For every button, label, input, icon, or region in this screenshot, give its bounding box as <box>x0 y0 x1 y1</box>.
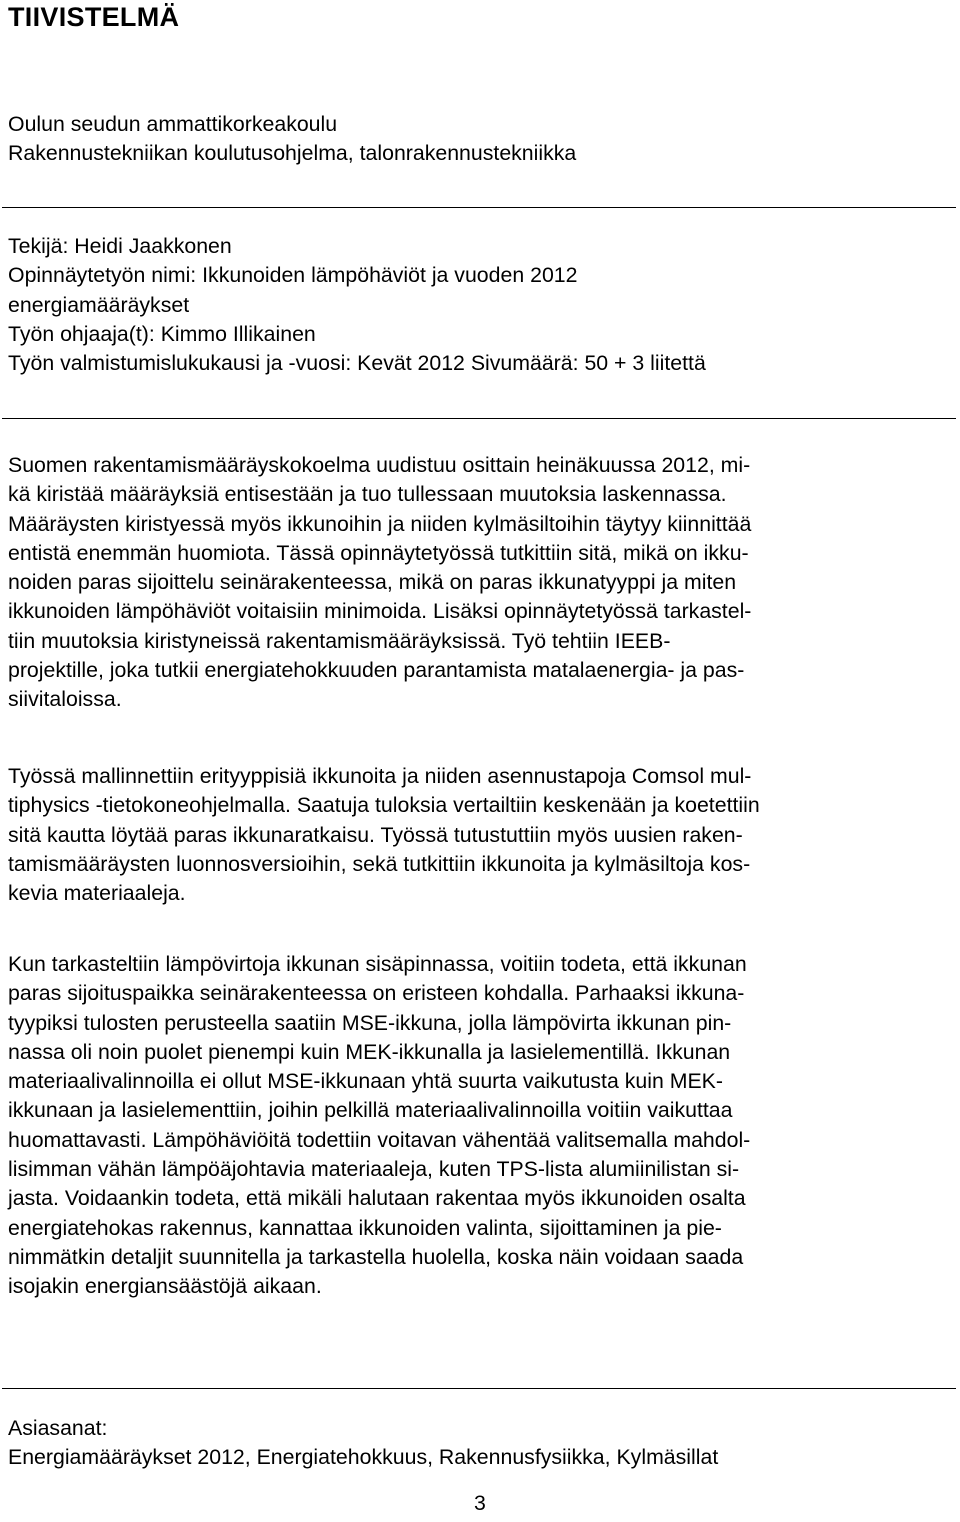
abstract-paragraph-3 <box>8 950 956 1302</box>
supervisor-line: Työn ohjaaja(t): Kimmo Illikainen <box>8 321 316 346</box>
paragraph-line: Kun tarkasteltiin lämpövirtoja ikkunan sisäpinnassa, voitiin todeta, että ikkunan <box>8 952 747 976</box>
keywords-values: Energiamääräykset 2012, Energiatehokkuus, Rakennusfysiikka, Kylmäsillat <box>8 1445 719 1470</box>
paragraph-line: sitä kautta löytää paras ikkunaratkaisu. Työssä tutustuttiin myös uusien raken- <box>8 822 743 847</box>
paragraph-line: jasta. Voidaankin todeta, että mikäli halutaan rakentaa myös ikkunoiden osalta <box>8 1186 746 1211</box>
paragraph-line: ikkunaan ja lasielementtiin, joihin pelkillä materiaalivalinnoilla voitiin vaikuttaa <box>8 1098 733 1123</box>
keywords-block <box>8 1414 956 1473</box>
paragraph-line: materiaalivalinnoilla ei ollut MSE-ikkunaan yhtä suurta vaikutusta kuin MEK- <box>8 1069 723 1094</box>
paragraph-line: siivitaloissa. <box>8 687 122 712</box>
paragraph-line: nimmätkin detaljit suunnitella ja tarkastella huolella, koska näin voidaan saada <box>8 1244 744 1269</box>
divider-bottom <box>2 1388 956 1389</box>
thesis-title-line-1: Opinnäytetyön nimi: Ikkunoiden lämpöhäviöt ja vuoden 2012 <box>8 263 578 288</box>
paragraph-line: kä kiristää määräyksiä entisestään ja tuo tullessaan muutoksia laskennassa. <box>8 482 727 507</box>
paragraph-line: Suomen rakentamismääräyskokoelma uudistuu osittain heinäkuussa 2012, mi- <box>8 453 751 477</box>
paragraph-line: lisimman vähän lämpöäjohtavia materiaaleja, kuten TPS-lista alumiinilistan si- <box>8 1157 740 1182</box>
paragraph-line: energiatehokas rakennus, kannattaa ikkunoiden valinta, sijoittaminen ja pie- <box>8 1215 722 1240</box>
keywords-label: Asiasanat: <box>8 1416 108 1440</box>
author-line: Tekijä: Heidi Jaakkonen <box>8 234 232 258</box>
divider-middle <box>2 418 956 419</box>
paragraph-line: projektille, joka tutkii energiatehokkuuden parantamista matalaenergia- ja pas- <box>8 658 745 683</box>
paragraph-line: tiin muutoksia kiristyneissä rakentamismääräyksissä. Työ tehtiin IEEB- <box>8 628 671 653</box>
paragraph-line: tiphysics -tietokoneohjelmalla. Saatuja tuloksia vertailtiin keskenään ja koetettiin <box>8 793 760 818</box>
paragraph-line: noiden paras sijoittelu seinärakenteessa, mikä on paras ikkunatyyppi ja miten <box>8 570 737 595</box>
document-title: TIIVISTELMÄ <box>8 2 180 32</box>
degree-programme: Rakennustekniikan koulutusohjelma, talonrakennustekniikka <box>8 141 577 166</box>
paragraph-line: tyypiksi tulosten perusteella saatiin MSE-ikkuna, jolla lämpövirta ikkunan pin- <box>8 1010 732 1035</box>
paragraph-line: isojakin energiansäästöjä aikaan. <box>8 1274 322 1299</box>
paragraph-line: tamismääräysten luonnosversioihin, sekä tutkittiin ikkunoita ja kylmäsiltoja kos- <box>8 851 751 876</box>
paragraph-line: ikkunoiden lämpöhäviöt voitaisiin minimoida. Lisäksi opinnäytetyössä tarkastel- <box>8 599 752 624</box>
thesis-title-line-2: energiamääräykset <box>8 292 190 317</box>
institution-block <box>8 110 956 169</box>
page-number: 3 <box>474 1491 486 1515</box>
paragraph-line: Työssä mallinnettiin erityyppisiä ikkunoita ja niiden asennustapoja Comsol mul- <box>8 764 752 788</box>
abstract-paragraph-2 <box>8 762 956 908</box>
divider-top <box>2 207 956 208</box>
paragraph-line: nassa oli noin puolet pienempi kuin MEK-ikkunalla ja lasielementillä. Ikkunan <box>8 1039 731 1064</box>
thesis-details-block <box>8 232 956 378</box>
paragraph-line: entistä enemmän huomiota. Tässä opinnäytetyössä tutkittiin sitä, mikä on ikku- <box>8 540 749 565</box>
paragraph-line: paras sijoituspaikka seinärakenteessa on eristeen kohdalla. Parhaaksi ikkuna- <box>8 981 745 1006</box>
completion-line: Työn valmistumislukukausi ja -vuosi: Kevät 2012 Sivumäärä: 50 + 3 liitettä <box>8 351 706 376</box>
paragraph-line: huomattavasti. Lämpöhäviöitä todettiin voitavan vähentää valitsemalla mahdol- <box>8 1127 751 1152</box>
abstract-paragraph-1 <box>8 451 956 715</box>
paragraph-line: Määräysten kiristyessä myös ikkunoihin ja niiden kylmäsiltoihin täytyy kiinnittää <box>8 511 752 536</box>
paragraph-line: kevia materiaaleja. <box>8 881 186 906</box>
school-name: Oulun seudun ammattikorkeakoulu <box>8 112 338 136</box>
